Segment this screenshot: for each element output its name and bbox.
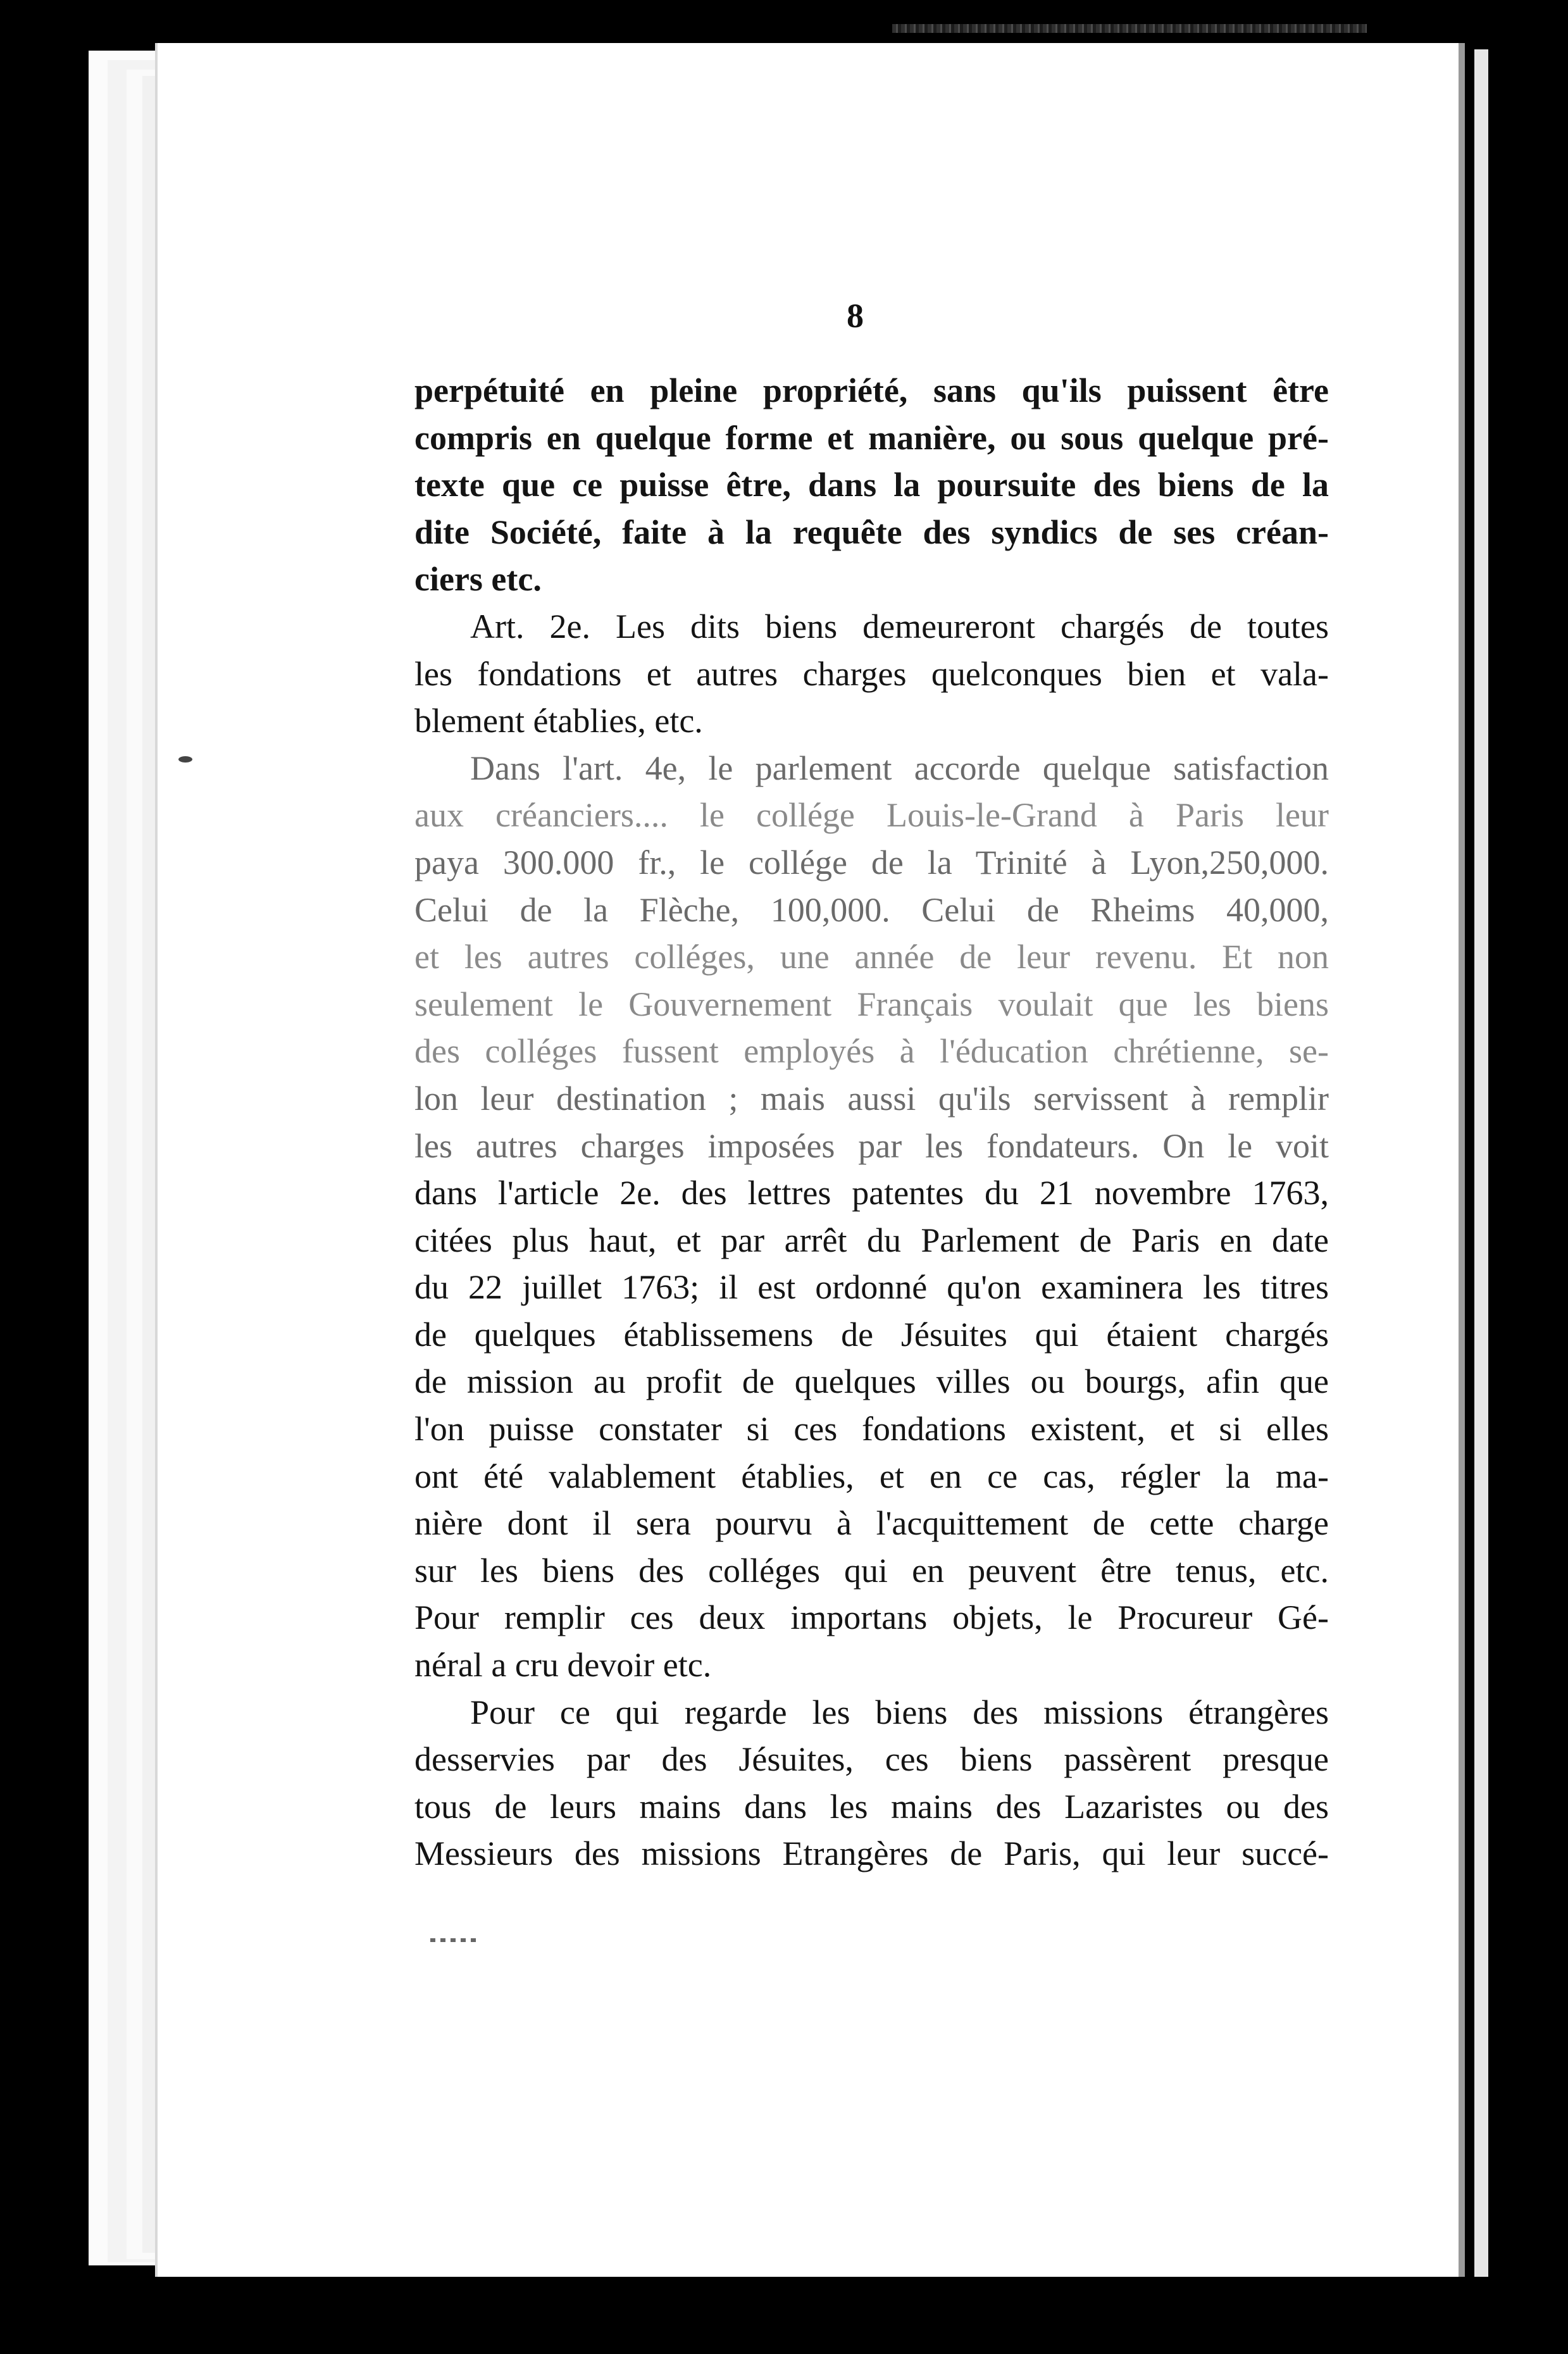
text-line: texte que ce puisse être, dans la poursuite des biens de la bbox=[414, 466, 1329, 504]
text-line: dite Société, faite à la requête des syndics de ses créan- bbox=[414, 513, 1329, 551]
text-line: Pour remplir ces deux importans objets, le Procureur Gé- bbox=[414, 1598, 1329, 1637]
catchword-mark bbox=[430, 1938, 481, 1942]
text-line: seulement le Gouvernement Français voulait que les biens bbox=[414, 985, 1329, 1023]
text-line: Dans l'art. 4e, le parlement accorde quelque satisfaction bbox=[470, 749, 1329, 787]
text-line: Pour ce qui regarde les biens des missions étrangères bbox=[470, 1693, 1329, 1731]
text-line: aux créanciers.... le collége Louis-le-Grand à Paris leur bbox=[414, 796, 1329, 835]
page-body-text bbox=[414, 367, 1329, 1878]
text-line: nière dont il sera pourvu à l'acquittement de cette charge bbox=[414, 1504, 1329, 1543]
text-line: desservies par des Jésuites, ces biens passèrent presque bbox=[414, 1740, 1329, 1779]
text-line: perpétuité en pleine propriété, sans qu'ils puissent être bbox=[414, 371, 1329, 409]
margin-mark bbox=[178, 756, 192, 763]
text-line: lon leur destination ; mais aussi qu'ils servissent à remplir bbox=[414, 1079, 1329, 1118]
text-line: les autres charges imposées par les fondateurs. On le voit bbox=[414, 1126, 1329, 1165]
scan-artifact-top bbox=[892, 24, 1367, 33]
text-line: Celui de la Flèche, 100,000. Celui de Rheims 40,000, bbox=[414, 890, 1329, 929]
text-line: de quelques établissemens de Jésuites qui étaient chargés bbox=[414, 1315, 1329, 1354]
text-line: Messieurs des missions Etrangères de Paris, qui leur succé- bbox=[414, 1834, 1329, 1873]
text-line: tous de leurs mains dans les mains des Lazaristes ou des bbox=[414, 1787, 1329, 1826]
text-line: l'on puisse constater si ces fondations existent, et si elles bbox=[414, 1410, 1329, 1448]
page-edge-right bbox=[1474, 49, 1488, 2277]
text-line: de mission au profit de quelques villes ou bourgs, afin que bbox=[414, 1362, 1329, 1401]
text-line: du 22 juillet 1763; il est ordonné qu'on examinera les titres bbox=[414, 1268, 1329, 1307]
text-line: blement établies, etc. bbox=[414, 702, 703, 740]
page-number: 8 bbox=[847, 297, 864, 335]
text-line: paya 300.000 fr., le collége de la Trinité à Lyon,250,000. bbox=[414, 843, 1329, 881]
text-line: ont été valablement établies, et en ce cas, régler la ma- bbox=[414, 1457, 1329, 1495]
text-line: dans l'article 2e. des lettres patentes du 21 novembre 1763, bbox=[414, 1174, 1329, 1212]
text-line: des colléges fussent employés à l'éducation chrétienne, se- bbox=[414, 1032, 1329, 1071]
text-line: les fondations et autres charges quelconques bien et vala- bbox=[414, 654, 1329, 693]
text-line: néral a cru devoir etc. bbox=[414, 1646, 712, 1685]
text-line: Art. 2e. Les dits biens demeureront chargés de toutes bbox=[470, 607, 1329, 645]
text-line: compris en quelque forme et manière, ou sous quelque pré- bbox=[414, 418, 1329, 457]
text-line: citées plus haut, et par arrêt du Parlement de Paris en date bbox=[414, 1221, 1329, 1259]
text-line: sur les biens des colléges qui en peuvent être tenus, etc. bbox=[414, 1551, 1329, 1590]
text-line: ciers etc. bbox=[414, 560, 542, 599]
text-line: et les autres colléges, une année de leur revenu. Et non bbox=[414, 938, 1329, 976]
